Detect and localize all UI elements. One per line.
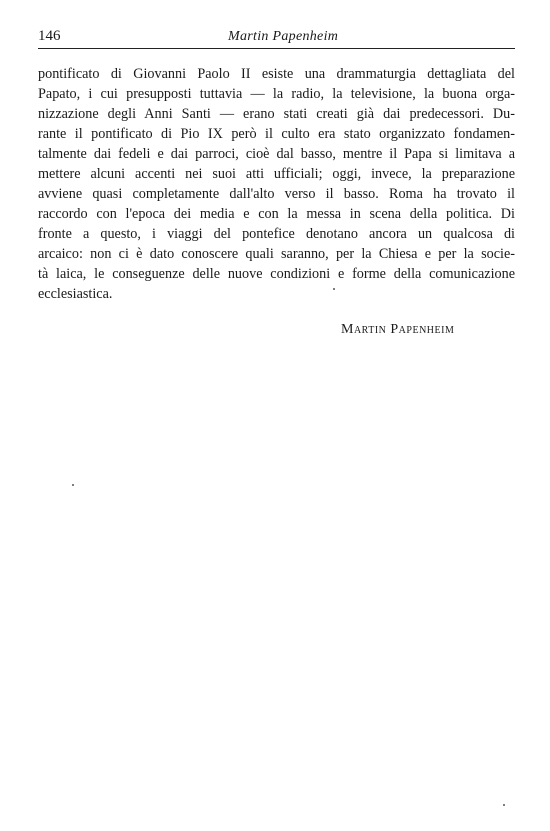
- text-line: nizzazione degli Anni Santi — erano stati creati già dai predecessori. Du-: [38, 106, 515, 122]
- text-line: ecclesiastica.: [38, 286, 113, 302]
- text-line: fronte a questo, i viaggi del pontefice denotano ancora un qualcosa di: [38, 226, 515, 242]
- text-line: tà laica, le conseguenze delle nuove condizioni e forme della comunicazione: [38, 266, 515, 282]
- text-line: pontificato di Giovanni Paolo II esiste una drammaturgia dettagliata del: [38, 66, 515, 82]
- page-number: 146: [38, 28, 61, 44]
- scan-speck: [72, 484, 74, 486]
- text-line: avviene quasi completamente dall'alto verso il basso. Roma ha trovato il: [38, 186, 515, 202]
- running-head: Martin Papenheim: [228, 29, 339, 44]
- text-line: mettere alcuni accenti nei suoi atti ufficiali; oggi, invece, la preparazione: [38, 166, 515, 182]
- text-line: Papato, i cui presupposti tuttavia — la radio, la televisione, la buona orga-: [38, 86, 515, 102]
- header-rule: [38, 48, 515, 49]
- page-header: [38, 28, 515, 48]
- text-line: talmente dai fedeli e dai parroci, cioè dal basso, mentre il Papa si limitava a: [38, 146, 515, 162]
- text-line: raccordo con l'epoca dei media e con la messa in scena della politica. Di: [38, 206, 515, 222]
- scan-speck: [333, 288, 335, 290]
- text-line: rante il pontificato di Pio IX però il culto era stato organizzato fondamen-: [38, 126, 515, 142]
- author-signature: Martin Papenheim: [341, 322, 455, 337]
- scan-speck: [503, 804, 505, 806]
- body-paragraph: [38, 64, 515, 304]
- text-line: arcaico: non ci è dato conoscere quali saranno, per la Chiesa e per la socie-: [38, 246, 515, 262]
